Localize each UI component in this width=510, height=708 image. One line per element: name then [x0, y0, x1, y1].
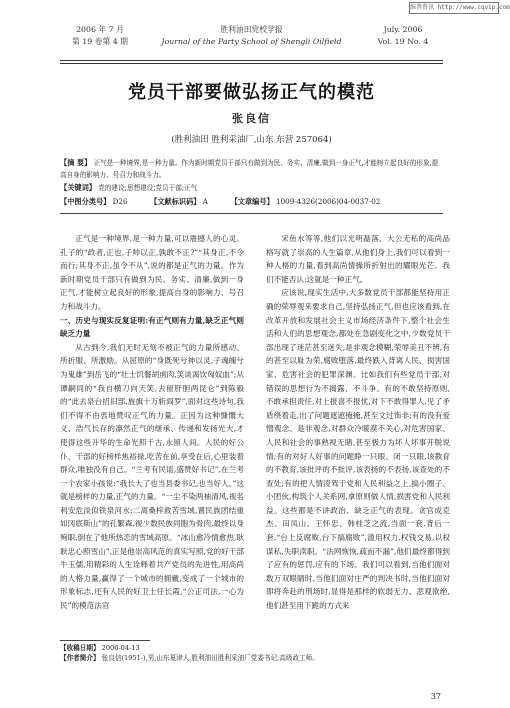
author-affiliation: (胜利油田 胜利采油厂,山东 东营 257064) — [171, 135, 332, 145]
issue-date-en-line2: Vol. 19 No. 4 — [377, 37, 429, 46]
classification-line — [60, 196, 443, 208]
issue-date-en — [363, 24, 443, 48]
keywords — [60, 182, 443, 194]
body-column-right — [266, 232, 450, 632]
clc-value: D26 — [112, 197, 128, 206]
abstract — [60, 157, 443, 181]
body-column-left — [60, 232, 244, 632]
issue-date-cn-line1: 2006 年 7 月 — [76, 25, 124, 34]
author-bio-value: 张良信(1951-),男,山东夏津人,胜利油田胜利采油厂党委书记,高级政工师。 — [101, 654, 319, 662]
page-number: 37 — [430, 692, 441, 701]
article-no-value: 1009-4326(2006)04-0037-02 — [276, 197, 381, 206]
body-columns — [60, 232, 450, 632]
received-date — [60, 643, 443, 653]
journal-name-en: Journal of the Party School of Shengli Oilfield — [161, 37, 342, 46]
author-bio — [60, 653, 443, 663]
article-no-label: 【文章编号】 — [230, 197, 274, 206]
keywords-label: 【关键词】 — [60, 183, 96, 192]
issue-date-cn-line2: 第 19 卷第 4 期 — [72, 37, 128, 46]
doc-code-value: A — [202, 197, 208, 206]
article-author: 张良信 — [232, 112, 271, 125]
keywords-text: 党的建设;思想建设;党员干部;正气 — [98, 184, 198, 192]
footnote-rule — [60, 640, 150, 641]
issue-date-en-line1: July. 2006 — [383, 25, 423, 34]
article-title: 党员干部要做弘扬正气的模范 — [128, 82, 375, 103]
abstract-text: 正气是一种境界,是一种力量。作为新时期党员干部只有做到为民、务实、清廉,做到一身正气,才能树立起良好的形象,提高自身的影响力、号召力和战斗力。 — [60, 159, 439, 179]
footnotes — [60, 643, 443, 663]
journal-name-cn: 胜利油田党校学报 — [220, 25, 283, 34]
header-rule-thin — [60, 63, 443, 64]
received-value: 2006-04-13 — [101, 644, 140, 652]
clc-label: 【中图分类号】 — [60, 197, 111, 206]
received-label: 【收稿日期】 — [60, 644, 100, 652]
running-head — [60, 24, 443, 58]
body-paragraph: 宋鱼水等等,他们以光明磊落、大公无私的高尚品格写就了崇高的人生篇章,从他们身上,我们可以看到一种人格的力量,看到高尚情操所折射出的耀眼光芒。我们不能否认:这就是一种正气。 — [266, 234, 450, 284]
meta-rule — [60, 213, 443, 214]
section-heading: 一、历史与现实反复证明:有正气则有力量,缺乏正气则缺乏力量 — [60, 315, 244, 339]
body-paragraph: 从古到今,我们无时无刻不被正气的力量所感动、所折服、所激励。从屈原的“身既死兮神以灵,子魂魄兮为鬼雄”到岳飞的“壮士饥餐胡虏肉,笑谈渴饮匈奴血”;从谭嗣同的“我自横刀向天笑,去留肝胆两昆仑”到陈毅的“此去泉台招旧部,旌旗十万斩阎罗”,面对这些诗句,我们不得不由衷地赞叹正气的力量。正因为这种慷慨大义、浩气长存的凛然正气的继承、传递和发扬光大,才使得这些升华的生命光照千古,永留人间。人民的好公仆、干部的好榜样焦裕禄,吃苦在前,享受在后,心里装着群众,唯独没有自己。“兰考有民谣,盛赞好书记”,在兰考一个农家小孩说:“我长大了也当县委书记,也当好人。”这就是榜样的力量,正气的力量。“一尘不染两袖清风,视名利安危淡似铁泉河水;二离桑梓救苦雪域,置民族团结重如冈底斯山”的孔繁森,视少数民族同胞为骨肉,最终以身殉职,倒在了他所热恋的雪域高原。“冰山愈冷情愈热,耿耿忠心照雪山”,正是他崇高风范的真实写照,党的好干部牛玉儒,用精彩的人生诠释着共产党员的先进性,用高尚的人格力量,赢得了一个城市的拥戴,变成了一个城市的形象标志,还有人民的好卫士任长霞,“公正司法,一心为民”的模范法官 — [60, 342, 244, 611]
author-bio-label: 【作者简介】 — [60, 654, 100, 662]
doc-code-label: 【文献标识码】 — [150, 197, 201, 206]
body-paragraph: 应该说,现实生活中,大多数党员干部都能坚持用正确的荣辱观来要求自己,坚持弘扬正气,但也应该看到,在改革开放和发展社会主义市场经济条件下,整个社会生活和人们的思想观念,都处在急剧变化之中,少数党员干部出现了迷茫甚至迷失,是非观念模糊,荣辱美丑不辨,有的甚至以耻为荣,腐败堕落,最终跌入背离人民、损害国家、危害社会的犯罪深渊。比如我们有些党员干部,对错误的思想行为不揭露、不斗争。有的不敢坚持原则,不敢承担责任,对上报喜不报忧,对下不敢得罪人,见了矛盾绕着走,出了问题遮遮掩掩,甚至文过饰非;有的没有爱憎观念、是非观念,对群众冷暖漠不关心,对危害国家、人民和社会的事熟视无睹,甚至极力为坏人坏事开脱说情;有的对好人好事的问题睁一只眼、闭一只眼,该教育的不教育,该批评的不批评,该表扬的不表扬,该查处的不查处;有的把人情凌驾于党和人民利益之上,搞小圈子、小团伙,构筑个人关系网,拿原则做人情,损害党和人民利益。这些都是不讲政治、缺乏正气的表现。贪官成克杰、田凤山、王怀忠、韩桂芝之流,当面一套,背后一套,“台上反腐败,台下搞腐败”,滥用权力,权钱交易,以权谋私,失职渎职。“法网恢恢,疏而不漏”,他们最终都得到了应有的惩罚,应有的下场。我们可以看到,当他们面对数万双眼睛时,当他们面对庄严的判决书时,当他们面对即将奔赴的刑场时,显得是那样的软弱无力、悲观欲绝,他们甚至用下跪的方式来 — [266, 288, 450, 611]
archive-stamp[interactable]: 维普资讯 http://www.cqvip.com — [409, 2, 499, 14]
abstract-label: 【摘 要】 — [60, 158, 92, 167]
body-paragraph: 正气是一种境界,是一种力量,可以震撼人的心灵。孔子的“政者,正也,子帅以正,孰敢不正?”“其身正,不令而行;其身不正,虽令不从”,说的都是正气的力量。作为新时期党员干部只有做到为民、务实、清廉,做到一身正气,才能树立起良好的形象,提高自身的影响力、号召力和战斗力。 — [60, 234, 244, 311]
header-rule-thick — [60, 60, 443, 61]
